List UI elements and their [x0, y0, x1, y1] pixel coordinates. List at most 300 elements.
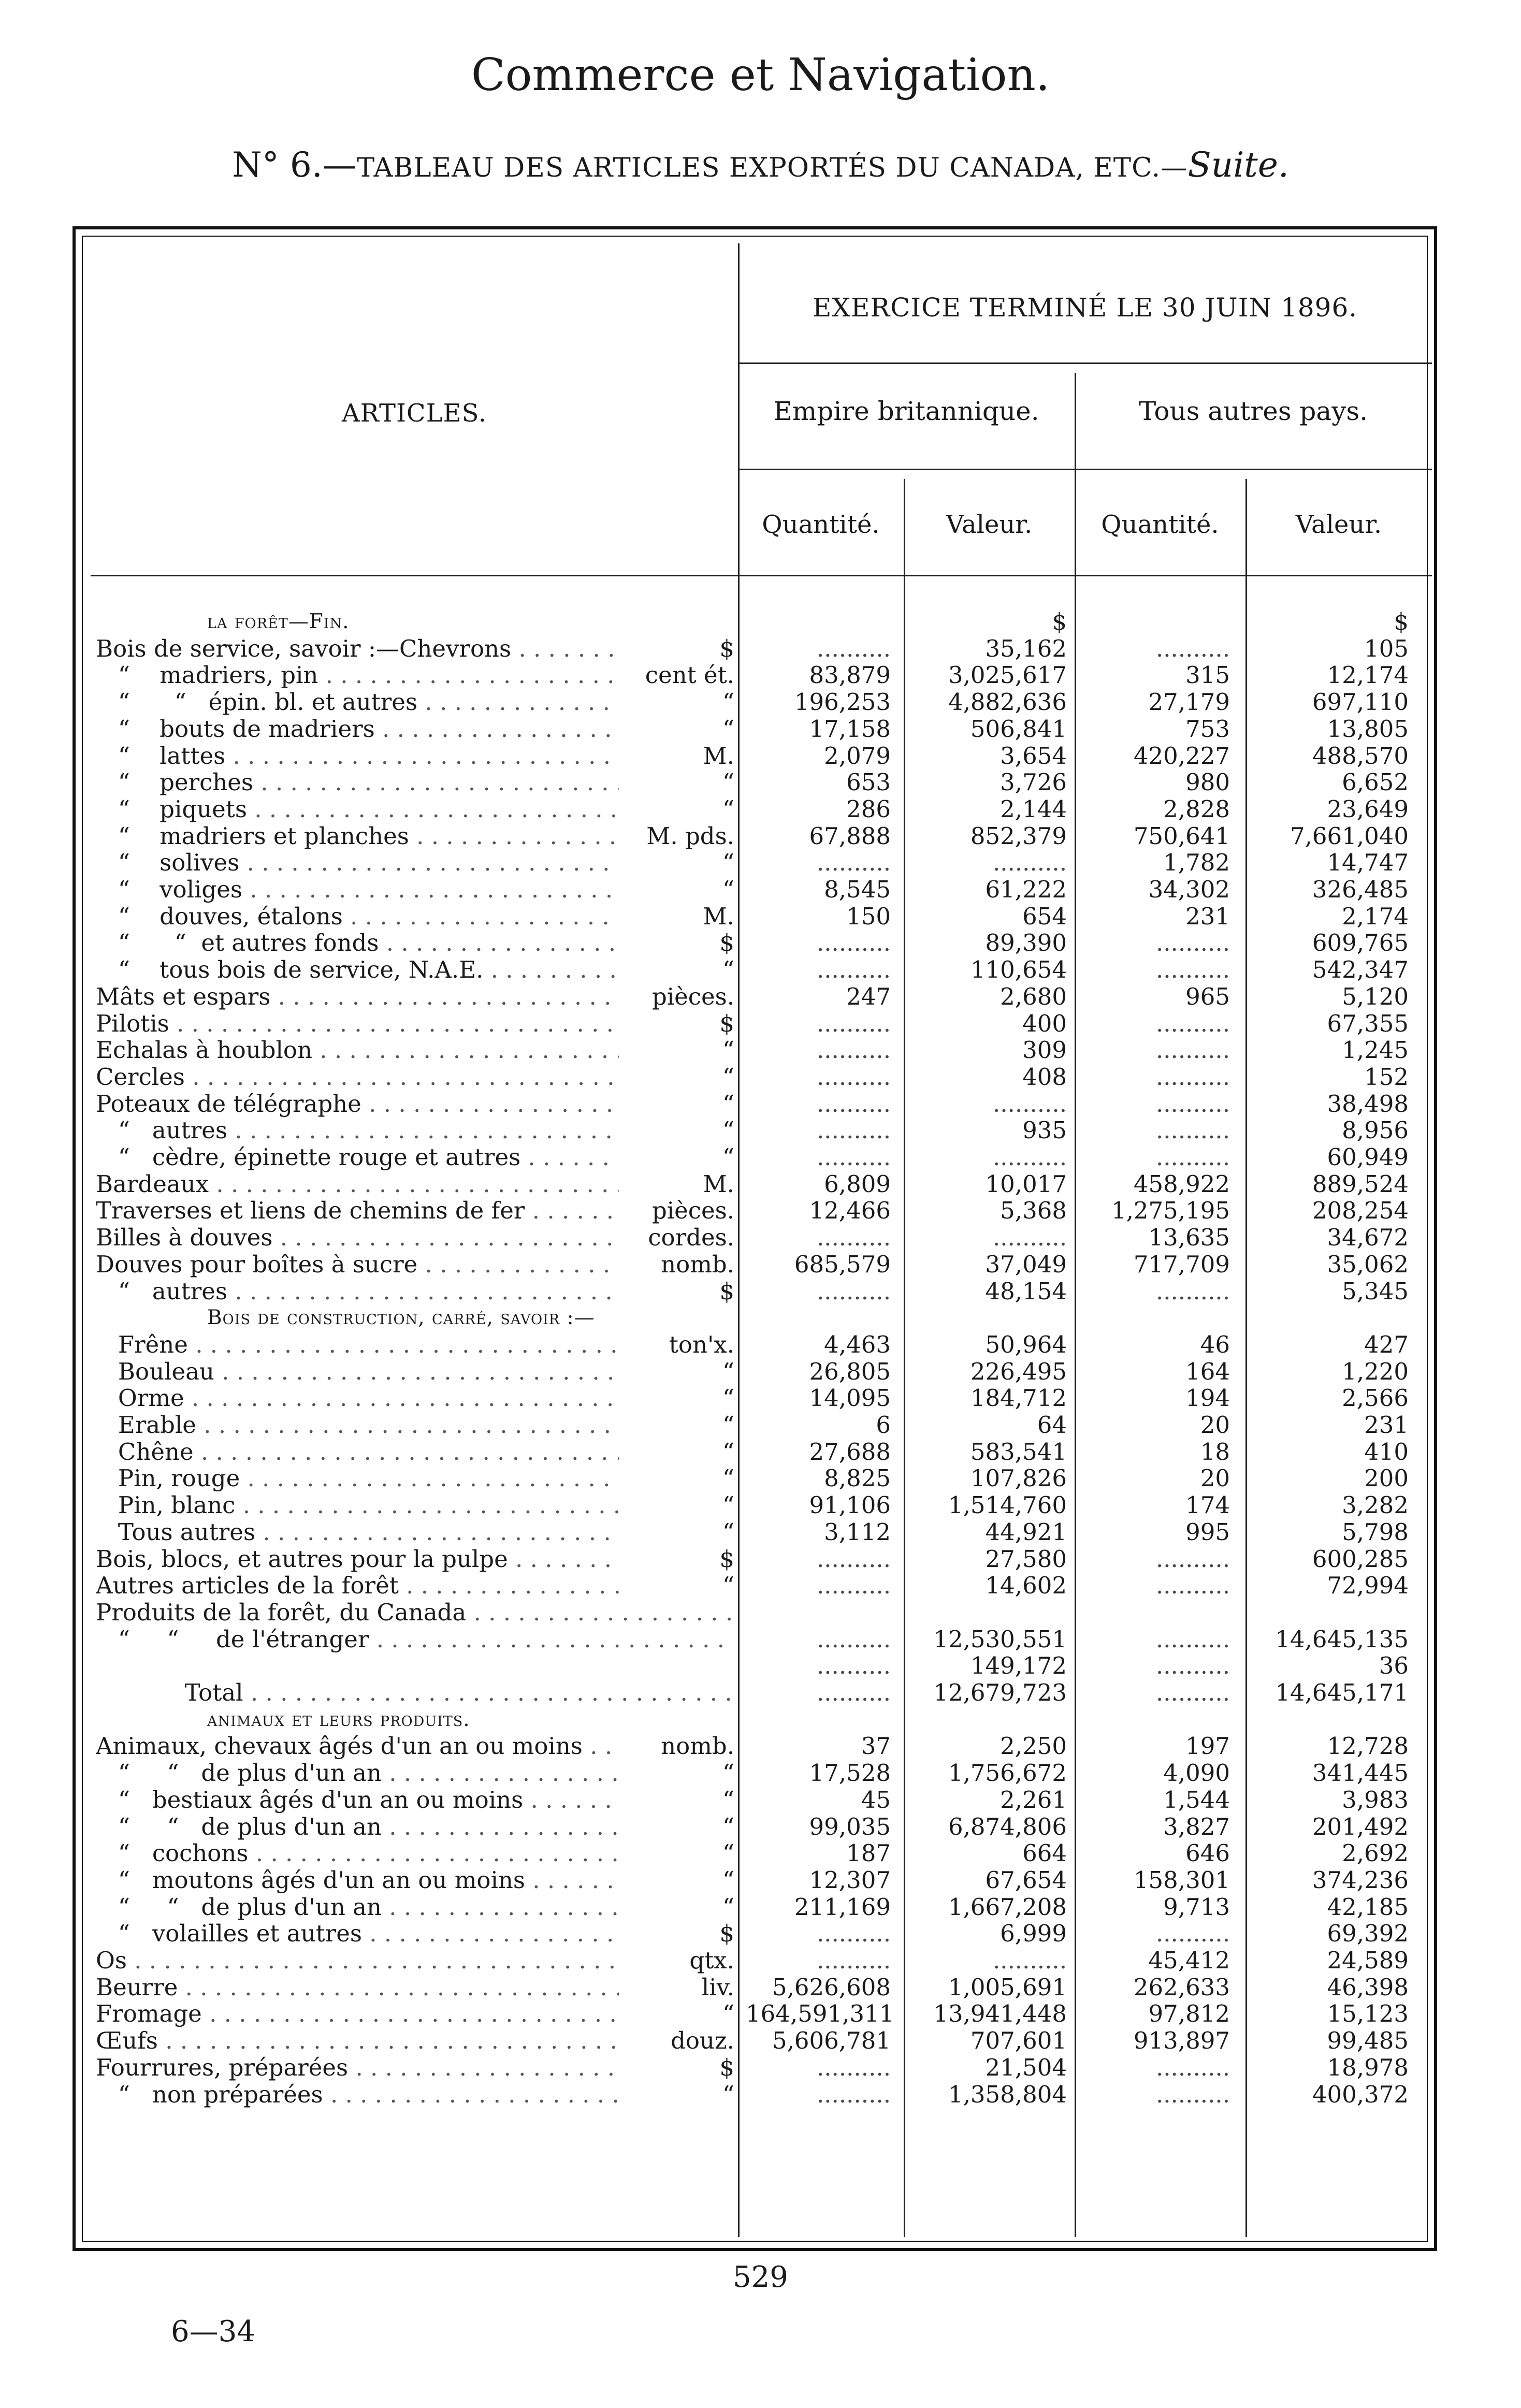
row-unit: “: [722, 1358, 734, 1385]
cell-v1: 48,154: [985, 1278, 1067, 1305]
table-row: [0, 689, 1521, 716]
row-label: “ bouts de madriers . . .: [96, 716, 619, 743]
section-heading: [0, 1304, 1521, 1331]
cell-v2: 208,254: [1312, 1197, 1409, 1224]
table-row: [0, 1037, 1521, 1064]
cell-v1: 110,654: [970, 956, 1067, 983]
cell-q2: 1,275,195: [1111, 1197, 1230, 1224]
row-label: “ “ épin. bl. et autres . . .: [96, 689, 619, 716]
cell-q1: 685,579: [794, 1251, 891, 1278]
cell-v1: 12,679,723: [933, 1679, 1067, 1706]
table-row: [0, 1385, 1521, 1412]
row-unit: “: [722, 849, 734, 876]
cell-q1: 37: [861, 1732, 891, 1760]
row-label: “ lattes . . .: [96, 743, 619, 770]
cell-v2: 3,282: [1342, 1491, 1409, 1519]
cell-q2: ..........: [1155, 1010, 1230, 1037]
cell-v1: ..........: [992, 849, 1067, 876]
table-row: [0, 1867, 1521, 1894]
table-row: [0, 1197, 1521, 1224]
row-label: “ volailles et autres . . .: [96, 1920, 619, 1947]
table-row: [0, 1064, 1521, 1091]
cell-v2: 152: [1364, 1063, 1409, 1091]
section-heading: [0, 1706, 1521, 1733]
row-unit: pièces.: [651, 983, 734, 1010]
cell-q1: 17,158: [809, 715, 891, 743]
row-label: “ bestiaux âgés d'un an ou moins . . .: [96, 1787, 619, 1814]
cell-q1: ..........: [816, 1626, 891, 1653]
cell-v2: 374,236: [1312, 1866, 1409, 1894]
row-label: Poteaux de télégraphe . . .: [96, 1091, 619, 1118]
row-unit: “: [722, 768, 734, 796]
cell-q2: ..........: [1155, 929, 1230, 956]
row-label: “ “ de l'étranger . . .: [96, 1626, 733, 1653]
row-label: Douves pour boîtes à sucre . . .: [96, 1251, 619, 1278]
row-unit: pièces.: [651, 1197, 734, 1224]
row-label: “ cochons . . .: [96, 1840, 619, 1867]
table-row: [0, 1546, 1521, 1573]
cell-q1: 83,879: [809, 661, 891, 689]
row-unit: liv.: [701, 1974, 734, 2001]
cell-q1: ..........: [816, 635, 891, 662]
table-row: [0, 743, 1521, 770]
cell-q2: 45,412: [1148, 1947, 1230, 1974]
cell-q1: 211,169: [794, 1893, 891, 1921]
cell-v1: 2,250: [1000, 1732, 1067, 1760]
row-label: Orme . . .: [96, 1385, 619, 1412]
cell-v1: 37,049: [985, 1251, 1067, 1278]
table-row: [0, 2081, 1521, 2108]
cell-v2: 69,392: [1327, 1920, 1409, 1947]
table-row: [0, 1974, 1521, 2001]
row-label: “ madriers, pin . . .: [96, 662, 619, 689]
table-suffix: Suite.: [1187, 145, 1289, 185]
table-row: [0, 1278, 1521, 1305]
cell-v1: $: [1052, 608, 1067, 635]
table-row: [0, 823, 1521, 850]
cell-q1: ..........: [816, 1010, 891, 1037]
cell-v1: 21,504: [985, 2054, 1067, 2081]
cell-v1: 67,654: [985, 1866, 1067, 1894]
cell-q2: 231: [1185, 903, 1230, 930]
row-label: “ “ de plus d'un an . . .: [96, 1814, 619, 1840]
row-unit: M.: [703, 903, 734, 930]
cell-q2: ..........: [1155, 2054, 1230, 2081]
cell-q1: ..........: [816, 1572, 891, 1599]
row-unit: “: [722, 1411, 734, 1439]
cell-q2: ..........: [1155, 956, 1230, 983]
table-row: [0, 1626, 1521, 1653]
cell-v1: 852,379: [970, 822, 1067, 850]
cell-v1: 12,530,551: [933, 1626, 1067, 1653]
cell-v1: 149,172: [970, 1652, 1067, 1679]
table-row: [0, 2027, 1521, 2054]
row-unit: “: [722, 1036, 734, 1064]
row-label: “ solives . . .: [96, 849, 619, 876]
cell-q2: ..........: [1155, 1679, 1230, 1706]
cell-q2: 262,633: [1133, 1974, 1230, 2001]
cell-q1: 8,825: [824, 1464, 891, 1492]
cell-q1: 6,809: [824, 1170, 891, 1198]
cell-v2: 14,645,171: [1275, 1679, 1409, 1706]
cell-q2: 913,897: [1133, 2027, 1230, 2054]
cell-q2: ..........: [1155, 1545, 1230, 1573]
cell-v1: 935: [1022, 1116, 1067, 1144]
table-row: [0, 1439, 1521, 1466]
cell-q2: 164: [1185, 1358, 1230, 1385]
cell-q2: 1,544: [1163, 1786, 1230, 1814]
cell-q1: 150: [846, 903, 891, 930]
cell-v2: 18,978: [1327, 2054, 1409, 2081]
cell-q2: 2,828: [1163, 795, 1230, 823]
cell-v1: 64: [1037, 1411, 1067, 1439]
cell-q1: ..........: [816, 1063, 891, 1091]
row-unit: $: [719, 635, 734, 662]
cell-v2: 2,174: [1342, 903, 1409, 930]
cell-q2: ..........: [1155, 635, 1230, 662]
row-unit: “: [722, 956, 734, 983]
cell-v2: $: [1394, 608, 1409, 635]
cell-v1: 309: [1022, 1036, 1067, 1064]
cell-v1: 4,882,636: [948, 688, 1067, 716]
cell-v1: 107,826: [970, 1464, 1067, 1492]
cell-q1: ..........: [816, 1652, 891, 1679]
cell-v2: 1,245: [1342, 1036, 1409, 1064]
cell-q2: ..........: [1155, 1036, 1230, 1064]
row-unit: nomb.: [661, 1732, 734, 1760]
table-row: [0, 1117, 1521, 1144]
cell-q1: ..........: [816, 1278, 891, 1305]
cell-v2: 200: [1364, 1464, 1409, 1492]
cell-v1: 44,921: [985, 1518, 1067, 1546]
row-label: “ voliges . . .: [96, 876, 619, 903]
row-label: Os . . .: [96, 1947, 619, 1974]
header-val-empire: Valeur.: [946, 510, 1033, 539]
table-row: [0, 956, 1521, 983]
cell-v2: 5,345: [1342, 1278, 1409, 1305]
row-label: “ cèdre, épinette rouge et autres . . .: [96, 1144, 619, 1171]
header-qty-others: Quantité.: [1101, 510, 1219, 539]
row-label: Pin, rouge . . .: [96, 1465, 619, 1492]
cell-q2: 158,301: [1133, 1866, 1230, 1894]
cell-q2: 4,090: [1163, 1759, 1230, 1787]
table-row: [0, 1840, 1521, 1867]
row-unit: M.: [703, 742, 734, 770]
table-row: [0, 1652, 1521, 1679]
cell-v2: 36: [1379, 1652, 1409, 1679]
table-row: [0, 635, 1521, 662]
cell-v2: 12,174: [1327, 661, 1409, 689]
cell-q2: ..........: [1155, 1278, 1230, 1305]
row-label: “ madriers et planches . . .: [96, 823, 619, 850]
cell-q1: 164,591,311: [746, 2000, 894, 2027]
cell-v2: 23,649: [1327, 795, 1409, 823]
cell-q2: 174: [1185, 1491, 1230, 1519]
cell-q1: 99,035: [809, 1813, 891, 1840]
page-title: Commerce et Navigation.: [471, 49, 1050, 101]
row-label: Erable . . .: [96, 1412, 619, 1439]
table-row: [0, 983, 1521, 1010]
cell-v2: 8,956: [1342, 1116, 1409, 1144]
table-row: [0, 1358, 1521, 1385]
row-label: “ perches . . .: [96, 769, 619, 796]
cell-v1: ..........: [992, 1090, 1067, 1118]
row-label: Billes à douves . . .: [96, 1224, 619, 1251]
cell-q2: 97,812: [1148, 2000, 1230, 2027]
cell-v2: 72,994: [1327, 1572, 1409, 1599]
cell-q2: ..........: [1155, 1143, 1230, 1171]
header-exercise: EXERCICE TERMINÉ LE 30 JUIN 1896.: [812, 293, 1358, 323]
table-row: [0, 903, 1521, 930]
table-row: [0, 1787, 1521, 1814]
cell-q2: 965: [1185, 983, 1230, 1010]
cell-v1: ..........: [992, 1224, 1067, 1251]
table-number: N° 6.—: [232, 145, 357, 185]
cell-q1: ..........: [816, 1224, 891, 1251]
row-label: Mâts et espars . . .: [96, 983, 619, 1010]
row-label: Tous autres . . .: [96, 1519, 619, 1546]
cell-q1: 26,805: [809, 1358, 891, 1385]
table-row: [0, 1814, 1521, 1840]
table-row: [0, 876, 1521, 903]
cell-q2: 753: [1185, 715, 1230, 743]
cell-v1: 583,541: [970, 1438, 1067, 1466]
cell-q2: 458,922: [1133, 1170, 1230, 1198]
row-unit: “: [722, 1518, 734, 1546]
row-unit: $: [719, 1545, 734, 1573]
cell-q2: 995: [1185, 1518, 1230, 1546]
row-unit: “: [722, 1839, 734, 1867]
table-row: [0, 1465, 1521, 1492]
cell-q2: 3,827: [1163, 1813, 1230, 1840]
row-unit: “: [722, 2000, 734, 2027]
table-row: [0, 1412, 1521, 1439]
header-val-others: Valeur.: [1295, 510, 1382, 539]
table-row: [0, 1224, 1521, 1251]
row-label: Fromage . . .: [96, 2000, 619, 2027]
cell-q1: 67,888: [809, 822, 891, 850]
table-row: [0, 662, 1521, 689]
cell-v2: 5,798: [1342, 1518, 1409, 1546]
cell-v1: 6,999: [1000, 1920, 1067, 1947]
cell-q1: 12,307: [809, 1866, 891, 1894]
row-label: “ “ et autres fonds . . .: [96, 930, 619, 956]
cell-v2: 15,123: [1327, 2000, 1409, 2027]
row-unit: “: [722, 1786, 734, 1814]
row-label: Echalas à houblon . . .: [96, 1037, 619, 1064]
cell-q2: 20: [1200, 1411, 1230, 1439]
table-row: [0, 1144, 1521, 1171]
cell-q2: 315: [1185, 661, 1230, 689]
row-label: Autres articles de la forêt . . .: [96, 1572, 619, 1599]
table-row: [0, 1920, 1521, 1947]
row-unit: “: [722, 1384, 734, 1412]
row-label: Cercles . . .: [96, 1064, 619, 1091]
row-unit: cordes.: [648, 1224, 734, 1251]
cell-q2: ..........: [1155, 1626, 1230, 1653]
row-label: “ “ de plus d'un an . . .: [96, 1894, 619, 1921]
cell-v2: 600,285: [1312, 1545, 1409, 1573]
cell-v2: 35,062: [1327, 1251, 1409, 1278]
cell-q2: 420,227: [1133, 742, 1230, 770]
cell-v1: 3,025,617: [948, 661, 1067, 689]
row-unit: “: [722, 1090, 734, 1118]
row-unit: “: [722, 1759, 734, 1787]
cell-v1: 35,162: [985, 635, 1067, 662]
row-label: “ piquets . . .: [96, 796, 619, 823]
table-row: [0, 2000, 1521, 2027]
row-label: “ non préparées . . .: [96, 2081, 619, 2108]
table-row: [0, 1572, 1521, 1599]
table-row: [0, 1331, 1521, 1358]
header-articles: ARTICLES.: [341, 399, 487, 428]
cell-v1: 1,756,672: [948, 1759, 1067, 1787]
table-title: [0, 145, 1521, 185]
cell-q1: 196,253: [794, 688, 891, 716]
cell-q1: 4,463: [824, 1331, 891, 1358]
cell-q1: 3,112: [824, 1518, 891, 1546]
cell-q1: 2,079: [824, 742, 891, 770]
cell-v1: 408: [1022, 1063, 1067, 1091]
cell-q2: 9,713: [1163, 1893, 1230, 1921]
cell-v2: 46,398: [1327, 1974, 1409, 2001]
cell-v1: 1,358,804: [948, 2081, 1067, 2108]
cell-q1: ..........: [816, 929, 891, 956]
cell-q1: ..........: [816, 1090, 891, 1118]
row-unit: “: [722, 1893, 734, 1921]
row-unit: $: [719, 2054, 734, 2081]
cell-q1: ..........: [816, 1143, 891, 1171]
cell-v1: ..........: [992, 1143, 1067, 1171]
cell-q2: ..........: [1155, 1063, 1230, 1091]
row-unit: $: [719, 1920, 734, 1947]
cell-q1: 45: [861, 1786, 891, 1814]
row-unit: nomb.: [661, 1251, 734, 1278]
row-unit: douz.: [671, 2027, 734, 2054]
cell-v2: 13,805: [1327, 715, 1409, 743]
row-unit: M.: [703, 1170, 734, 1198]
cell-v1: 226,495: [970, 1358, 1067, 1385]
cell-q1: 6: [876, 1411, 891, 1439]
cell-q2: 18: [1200, 1438, 1230, 1466]
cell-q1: ..........: [816, 1036, 891, 1064]
row-label: Chêne . . .: [96, 1439, 619, 1466]
cell-v1: 506,841: [970, 715, 1067, 743]
table-row: [0, 769, 1521, 796]
cell-v2: 14,645,135: [1275, 1626, 1409, 1653]
cell-v1: 61,222: [985, 876, 1067, 903]
row-unit: “: [722, 688, 734, 716]
cell-v1: 5,368: [1000, 1197, 1067, 1224]
cell-q1: ..........: [816, 956, 891, 983]
cell-v1: 14,602: [985, 1572, 1067, 1599]
cell-v1: 400: [1022, 1010, 1067, 1037]
cell-v1: 654: [1022, 903, 1067, 930]
cell-v2: 14,747: [1327, 849, 1409, 876]
cell-v2: 24,589: [1327, 1947, 1409, 1974]
cell-v1: 50,964: [985, 1331, 1067, 1358]
cell-v1: 6,874,806: [948, 1813, 1067, 1840]
rule-under-regions: [738, 469, 1432, 470]
cell-v2: 427: [1364, 1331, 1409, 1358]
cell-v1: 3,654: [1000, 742, 1067, 770]
row-label: Œufs . . .: [96, 2027, 619, 2054]
cell-q1: ..........: [816, 849, 891, 876]
cell-q1: 91,106: [809, 1491, 891, 1519]
row-label: la forêt—Fin.: [207, 610, 350, 633]
table-row: [0, 1010, 1521, 1037]
row-label: animaux et leurs produits.: [207, 1708, 470, 1731]
table-row: [0, 1171, 1521, 1198]
cell-q1: 14,095: [809, 1384, 891, 1412]
cell-q2: 194: [1185, 1384, 1230, 1412]
cell-v1: 89,390: [985, 929, 1067, 956]
cell-v2: 400,372: [1312, 2081, 1409, 2108]
cell-q2: ..........: [1155, 2081, 1230, 2108]
cell-v2: 542,347: [1312, 956, 1409, 983]
cell-v2: 42,185: [1327, 1893, 1409, 1921]
row-unit: “: [722, 1866, 734, 1894]
cell-q1: 5,626,608: [772, 1974, 891, 2001]
cell-q1: 187: [846, 1839, 891, 1867]
cell-v2: 231: [1364, 1411, 1409, 1439]
row-label: Animaux, chevaux âgés d'un an ou moins . . .: [96, 1733, 619, 1760]
cell-q1: 247: [846, 983, 891, 1010]
cell-q1: 17,528: [809, 1759, 891, 1787]
cell-v1: 3,726: [1000, 768, 1067, 796]
cell-v2: 201,492: [1312, 1813, 1409, 1840]
row-label: Bouleau . . .: [96, 1358, 619, 1385]
cell-q1: 653: [846, 768, 891, 796]
cell-q2: 750,641: [1133, 822, 1230, 850]
cell-q2: 27,179: [1148, 688, 1230, 716]
cell-v2: 326,485: [1312, 876, 1409, 903]
row-label: Pin, blanc . . .: [96, 1492, 619, 1519]
cell-q2: ..........: [1155, 1090, 1230, 1118]
row-label: Traverses et liens de chemins de fer . . .: [96, 1197, 619, 1224]
row-unit: “: [722, 1063, 734, 1091]
cell-v1: ..........: [992, 1947, 1067, 1974]
cell-q1: 8,545: [824, 876, 891, 903]
cell-v2: 609,765: [1312, 929, 1409, 956]
cell-q2: 1,782: [1163, 849, 1230, 876]
row-unit: $: [719, 1010, 734, 1037]
row-unit: $: [719, 929, 734, 956]
cell-v2: 488,570: [1312, 742, 1409, 770]
cell-v2: 5,120: [1342, 983, 1409, 1010]
row-label: “ douves, étalons . . .: [96, 903, 619, 930]
row-unit: “: [722, 1438, 734, 1466]
table-row: [0, 1947, 1521, 1974]
cell-q2: ..........: [1155, 1572, 1230, 1599]
table-row: [0, 716, 1521, 743]
cell-q1: ..........: [816, 1545, 891, 1573]
sheet-code: 6—34: [171, 2315, 255, 2348]
cell-q2: 46: [1200, 1331, 1230, 1358]
cell-q1: ..........: [816, 1679, 891, 1706]
row-label: “ tous bois de service, N.A.E. . . .: [96, 956, 619, 983]
table-row: [0, 1091, 1521, 1118]
cell-q2: 20: [1200, 1464, 1230, 1492]
cell-q1: 286: [846, 795, 891, 823]
cell-v2: 60,949: [1327, 1143, 1409, 1171]
row-unit: “: [722, 876, 734, 903]
row-label: “ autres . . .: [96, 1117, 619, 1144]
row-label: Bois de construction, carré, savoir :—: [207, 1306, 595, 1329]
cell-v2: 3,983: [1342, 1786, 1409, 1814]
table-row: [0, 1519, 1521, 1546]
cell-q1: ..........: [816, 2081, 891, 2108]
